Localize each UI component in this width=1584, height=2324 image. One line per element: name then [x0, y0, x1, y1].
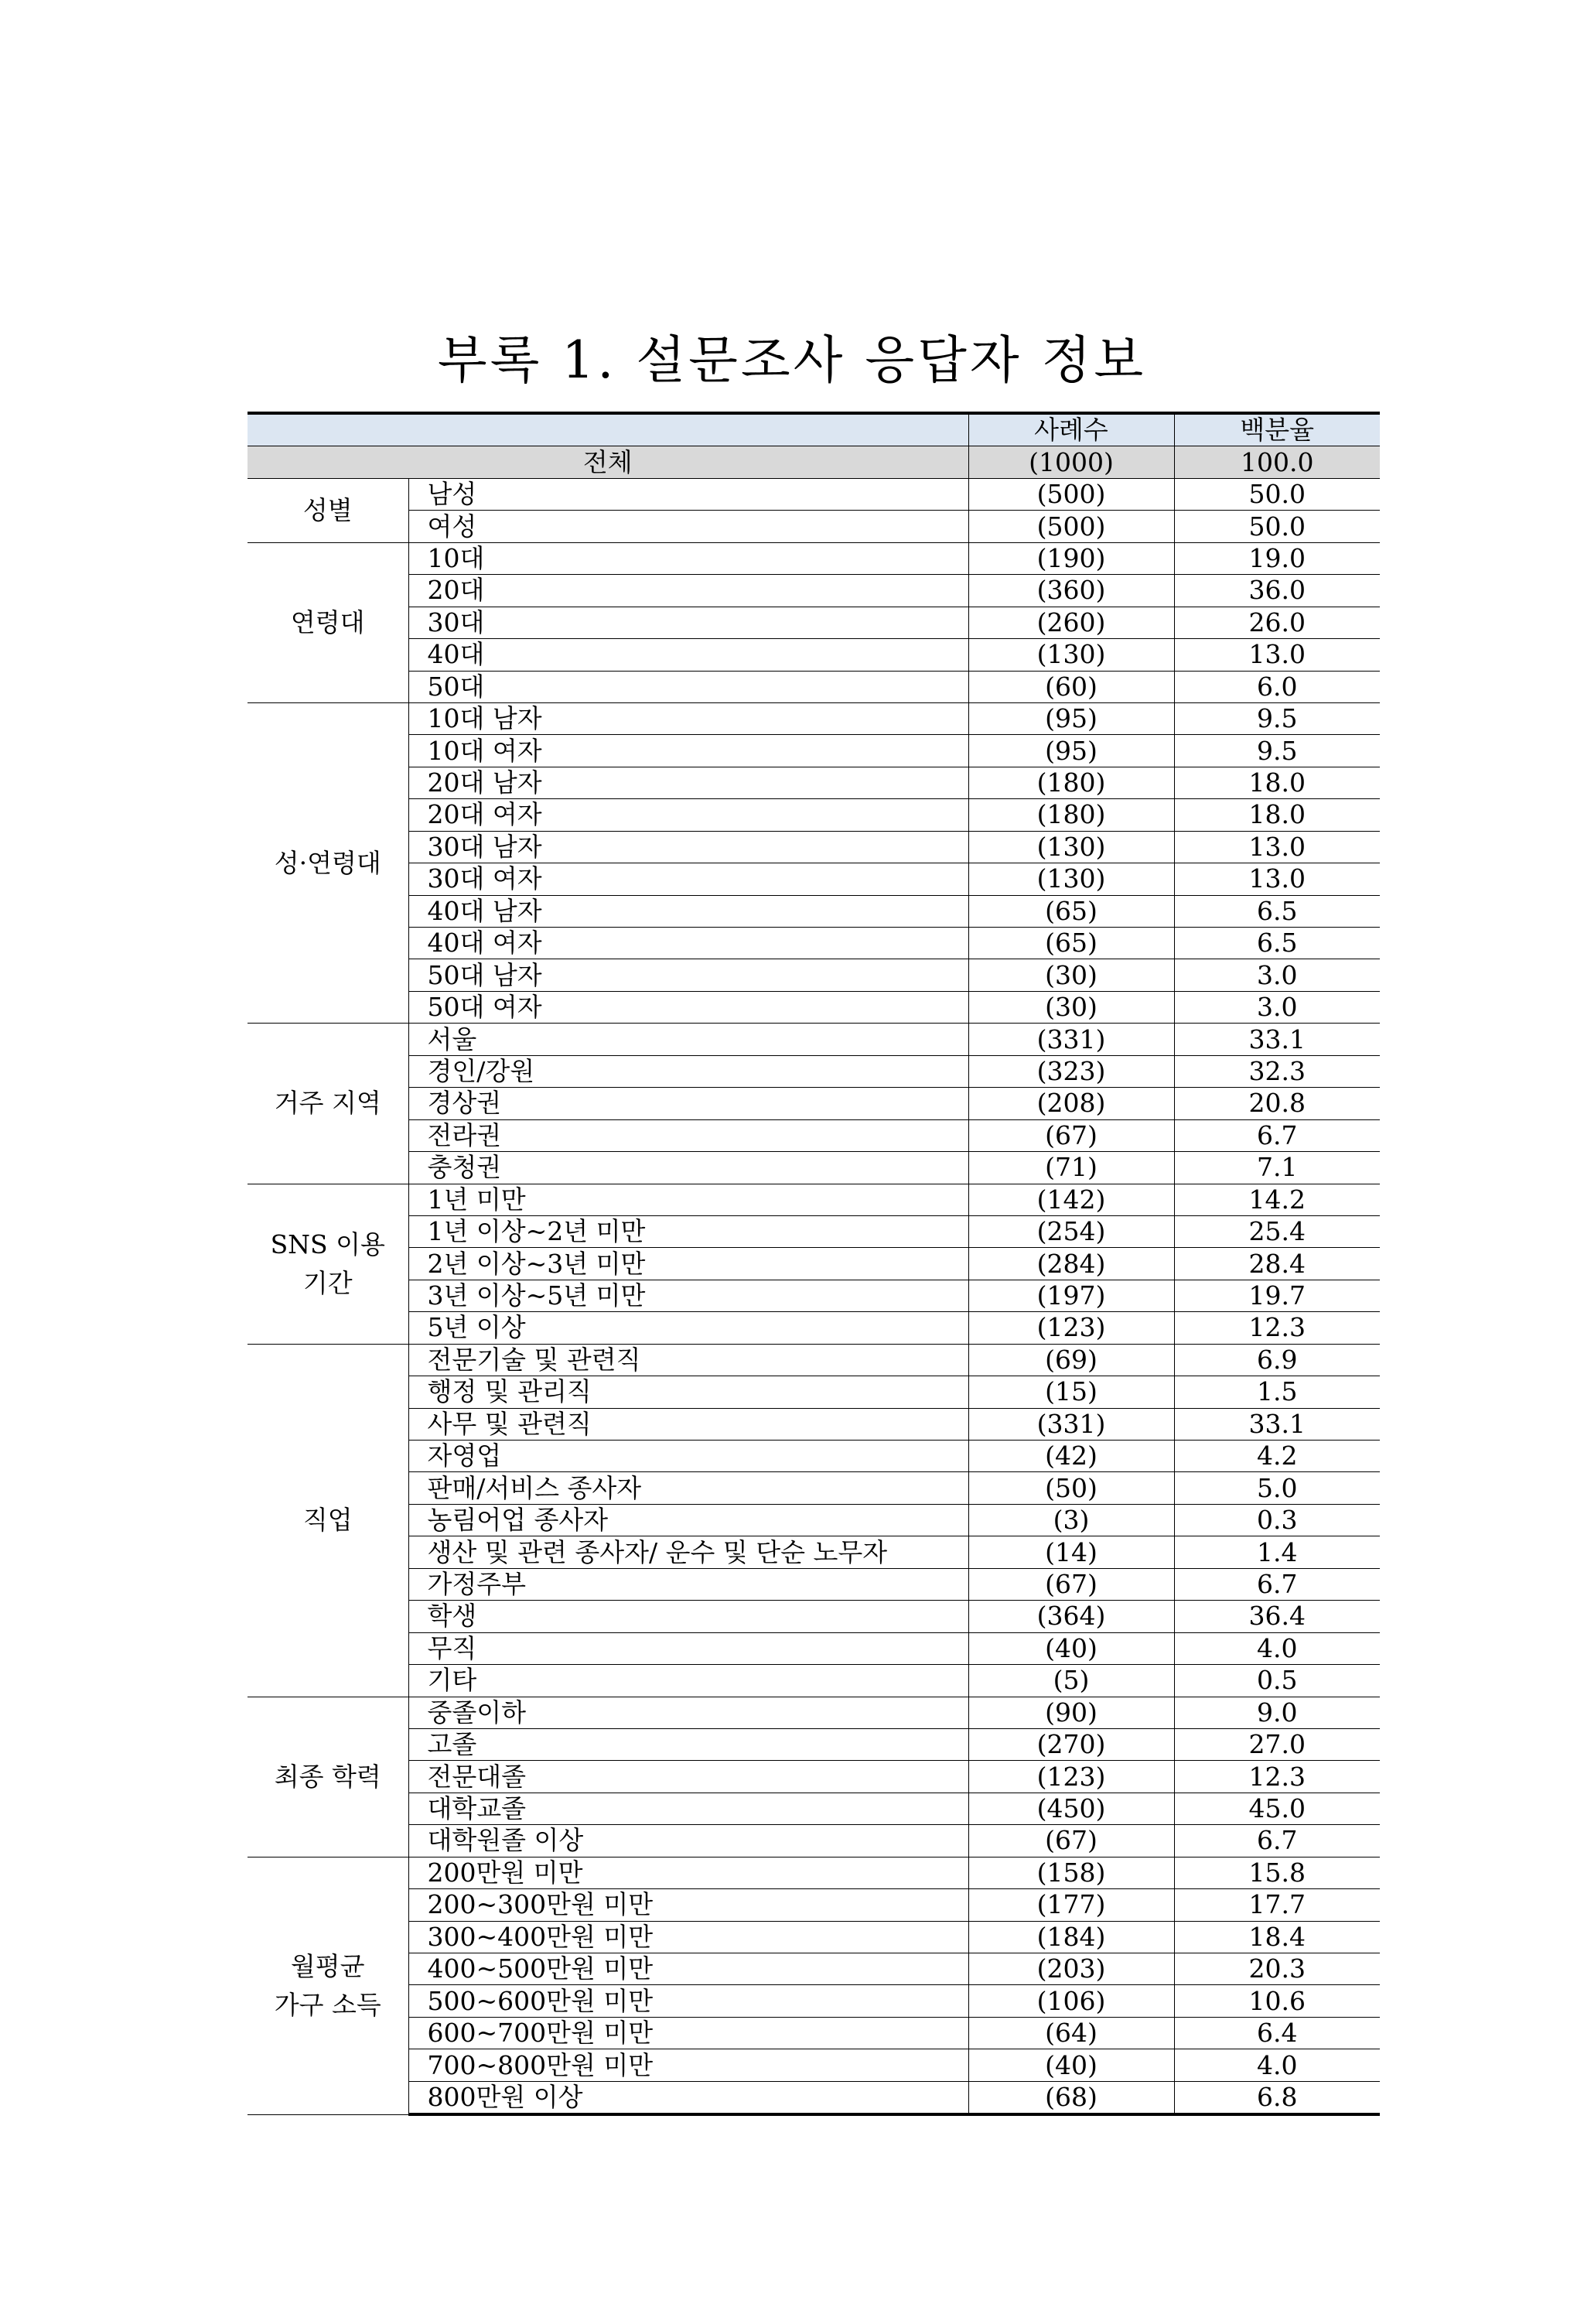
row-label: 판매/서비스 종사자 [408, 1472, 968, 1504]
row-percent: 6.7 [1174, 1568, 1380, 1600]
row-count: (323) [968, 1055, 1174, 1087]
row-percent: 19.0 [1174, 542, 1380, 574]
row-percent: 3.0 [1174, 959, 1380, 991]
row-percent: 0.5 [1174, 1665, 1380, 1697]
table-row [248, 1985, 1380, 2017]
row-percent: 12.3 [1174, 1312, 1380, 1344]
table-row [248, 799, 1380, 831]
row-percent: 13.0 [1174, 831, 1380, 863]
row-label: 50대 여자 [408, 991, 968, 1023]
row-count: (67) [968, 1568, 1174, 1600]
row-count: (95) [968, 702, 1174, 734]
total-row [248, 446, 1380, 478]
row-percent: 6.5 [1174, 895, 1380, 927]
row-label: 학생 [408, 1601, 968, 1632]
row-label: 10대 남자 [408, 702, 968, 734]
row-percent: 6.9 [1174, 1344, 1380, 1376]
row-label: 400~500만원 미만 [408, 1953, 968, 1985]
row-label: 30대 [408, 607, 968, 638]
row-label: 대학원졸 이상 [408, 1825, 968, 1857]
row-count: (40) [968, 2049, 1174, 2081]
row-label: 20대 [408, 575, 968, 607]
page-title: 부록 1. 설문조사 응답자 정보 [437, 330, 1147, 390]
row-percent: 32.3 [1174, 1055, 1380, 1087]
row-percent: 9.0 [1174, 1697, 1380, 1728]
row-count: (90) [968, 1697, 1174, 1728]
row-label: 대학교졸 [408, 1793, 968, 1824]
row-count: (142) [968, 1184, 1174, 1215]
table-row [248, 1601, 1380, 1632]
row-percent: 18.0 [1174, 799, 1380, 831]
row-percent: 9.5 [1174, 702, 1380, 734]
table-row [248, 1504, 1380, 1536]
row-count: (64) [968, 2017, 1174, 2049]
row-count: (67) [968, 1119, 1174, 1151]
row-percent: 27.0 [1174, 1728, 1380, 1760]
row-count: (3) [968, 1504, 1174, 1536]
row-count: (123) [968, 1312, 1174, 1344]
row-count: (254) [968, 1215, 1174, 1247]
table-row [248, 2049, 1380, 2081]
table-row [248, 1408, 1380, 1440]
table-row [248, 1088, 1380, 1119]
table-row [248, 2081, 1380, 2114]
row-label: 3년 이상~5년 미만 [408, 1280, 968, 1311]
row-percent: 0.3 [1174, 1504, 1380, 1536]
table-row [248, 1761, 1380, 1793]
table-row [248, 735, 1380, 767]
row-count: (197) [968, 1280, 1174, 1311]
table-row [248, 1119, 1380, 1151]
group-label: 성별 [248, 478, 408, 542]
table-row [248, 863, 1380, 895]
row-label: 800만원 이상 [408, 2081, 968, 2114]
total-label: 전체 [248, 446, 968, 478]
row-label: 40대 [408, 639, 968, 671]
row-count: (190) [968, 542, 1174, 574]
row-percent: 6.7 [1174, 1119, 1380, 1151]
table-row [248, 511, 1380, 542]
row-count: (260) [968, 607, 1174, 638]
row-percent: 1.5 [1174, 1376, 1380, 1408]
row-label: 생산 및 관련 종사자/ 운수 및 단순 노무자 [408, 1536, 968, 1568]
table-row [248, 1857, 1380, 1888]
table-row [248, 1632, 1380, 1664]
row-percent: 12.3 [1174, 1761, 1380, 1793]
group-label: 월평균 가구 소득 [248, 1857, 408, 2114]
row-label: 10대 [408, 542, 968, 574]
row-label: 20대 남자 [408, 767, 968, 798]
row-label: 경인/강원 [408, 1055, 968, 1087]
group-label: 최종 학력 [248, 1697, 408, 1857]
table-row [248, 1152, 1380, 1184]
table-row [248, 928, 1380, 959]
total-percent: 100.0 [1174, 446, 1380, 478]
row-count: (270) [968, 1728, 1174, 1760]
row-count: (331) [968, 1024, 1174, 1055]
row-label: 2년 이상~3년 미만 [408, 1248, 968, 1280]
row-percent: 19.7 [1174, 1280, 1380, 1311]
table-row [248, 767, 1380, 798]
row-label: 전문대졸 [408, 1761, 968, 1793]
table-row [248, 959, 1380, 991]
table-row [248, 991, 1380, 1023]
row-label: 50대 [408, 671, 968, 702]
table-row [248, 1376, 1380, 1408]
row-label: 30대 여자 [408, 863, 968, 895]
row-label: 전문기술 및 관련직 [408, 1344, 968, 1376]
row-label: 200만원 미만 [408, 1857, 968, 1888]
row-percent: 18.0 [1174, 767, 1380, 798]
row-percent: 10.6 [1174, 1985, 1380, 2017]
table-row [248, 1536, 1380, 1568]
table-row [248, 575, 1380, 607]
row-label: 농림어업 종사자 [408, 1504, 968, 1536]
row-label: 50대 남자 [408, 959, 968, 991]
header-count: 사례수 [968, 413, 1174, 446]
table-row [248, 2017, 1380, 2049]
table-row [248, 1825, 1380, 1857]
table-row [248, 702, 1380, 734]
row-percent: 6.7 [1174, 1825, 1380, 1857]
table-row [248, 1184, 1380, 1215]
row-label: 고졸 [408, 1728, 968, 1760]
group-label: 거주 지역 [248, 1024, 408, 1184]
row-count: (180) [968, 767, 1174, 798]
row-percent: 5.0 [1174, 1472, 1380, 1504]
group-label: 성·연령대 [248, 702, 408, 1023]
row-label: 자영업 [408, 1441, 968, 1472]
row-label: 기타 [408, 1665, 968, 1697]
row-label: 10대 여자 [408, 735, 968, 767]
row-percent: 6.4 [1174, 2017, 1380, 2049]
table-row [248, 1441, 1380, 1472]
table-row [248, 542, 1380, 574]
row-count: (184) [968, 1921, 1174, 1953]
row-percent: 13.0 [1174, 639, 1380, 671]
row-label: 서울 [408, 1024, 968, 1055]
table-row [248, 1568, 1380, 1600]
row-percent: 1.4 [1174, 1536, 1380, 1568]
row-count: (14) [968, 1536, 1174, 1568]
group-label: 연령대 [248, 542, 408, 702]
row-count: (284) [968, 1248, 1174, 1280]
group-label: 직업 [248, 1344, 408, 1697]
row-percent: 50.0 [1174, 478, 1380, 510]
table-row [248, 1728, 1380, 1760]
table-row [248, 1312, 1380, 1344]
row-percent: 7.1 [1174, 1152, 1380, 1184]
row-label: 300~400만원 미만 [408, 1921, 968, 1953]
row-count: (203) [968, 1953, 1174, 1985]
row-percent: 50.0 [1174, 511, 1380, 542]
table-row [248, 1793, 1380, 1824]
row-label: 40대 남자 [408, 895, 968, 927]
row-count: (60) [968, 671, 1174, 702]
table-body [248, 446, 1380, 2114]
table-row [248, 1215, 1380, 1247]
table-row [248, 1472, 1380, 1504]
row-count: (177) [968, 1889, 1174, 1921]
row-percent: 20.8 [1174, 1088, 1380, 1119]
row-label: 가정주부 [408, 1568, 968, 1600]
row-count: (360) [968, 575, 1174, 607]
table-row [248, 1697, 1380, 1728]
table-row [248, 478, 1380, 510]
row-percent: 6.8 [1174, 2081, 1380, 2114]
row-percent: 33.1 [1174, 1024, 1380, 1055]
table-header-row [248, 413, 1380, 446]
row-percent: 18.4 [1174, 1921, 1380, 1953]
row-label: 충청권 [408, 1152, 968, 1184]
row-count: (67) [968, 1825, 1174, 1857]
row-percent: 4.0 [1174, 1632, 1380, 1664]
row-label: 40대 여자 [408, 928, 968, 959]
table-row [248, 639, 1380, 671]
row-percent: 6.5 [1174, 928, 1380, 959]
row-label: 200~300만원 미만 [408, 1889, 968, 1921]
row-label: 5년 이상 [408, 1312, 968, 1344]
row-label: 여성 [408, 511, 968, 542]
row-count: (500) [968, 478, 1174, 510]
row-count: (450) [968, 1793, 1174, 1824]
table-row [248, 831, 1380, 863]
table-row [248, 671, 1380, 702]
row-count: (30) [968, 959, 1174, 991]
table-row [248, 1889, 1380, 1921]
row-label: 행정 및 관리직 [408, 1376, 968, 1408]
row-percent: 33.1 [1174, 1408, 1380, 1440]
row-label: 사무 및 관련직 [408, 1408, 968, 1440]
row-count: (180) [968, 799, 1174, 831]
row-percent: 4.0 [1174, 2049, 1380, 2081]
table-row [248, 1055, 1380, 1087]
row-percent: 20.3 [1174, 1953, 1380, 1985]
table-row [248, 1665, 1380, 1697]
table-row [248, 1248, 1380, 1280]
respondent-info-table [248, 412, 1380, 2116]
row-percent: 6.0 [1174, 671, 1380, 702]
table-row [248, 1344, 1380, 1376]
row-percent: 26.0 [1174, 607, 1380, 638]
row-label: 전라권 [408, 1119, 968, 1151]
row-label: 30대 남자 [408, 831, 968, 863]
row-percent: 3.0 [1174, 991, 1380, 1023]
row-count: (130) [968, 639, 1174, 671]
table-row [248, 1953, 1380, 1985]
row-count: (68) [968, 2081, 1174, 2114]
row-count: (364) [968, 1601, 1174, 1632]
row-label: 600~700만원 미만 [408, 2017, 968, 2049]
row-percent: 36.4 [1174, 1601, 1380, 1632]
table-row [248, 895, 1380, 927]
row-count: (130) [968, 863, 1174, 895]
row-count: (106) [968, 1985, 1174, 2017]
row-label: 1년 미만 [408, 1184, 968, 1215]
table-row [248, 1024, 1380, 1055]
row-count: (65) [968, 928, 1174, 959]
row-count: (5) [968, 1665, 1174, 1697]
row-count: (69) [968, 1344, 1174, 1376]
row-label: 700~800만원 미만 [408, 2049, 968, 2081]
table-row [248, 1921, 1380, 1953]
row-count: (30) [968, 991, 1174, 1023]
row-label: 중졸이하 [408, 1697, 968, 1728]
row-percent: 9.5 [1174, 735, 1380, 767]
row-count: (208) [968, 1088, 1174, 1119]
row-count: (158) [968, 1857, 1174, 1888]
row-count: (50) [968, 1472, 1174, 1504]
row-percent: 25.4 [1174, 1215, 1380, 1247]
table-row [248, 607, 1380, 638]
row-count: (500) [968, 511, 1174, 542]
header-blank-cell [248, 413, 968, 446]
row-percent: 14.2 [1174, 1184, 1380, 1215]
row-count: (71) [968, 1152, 1174, 1184]
row-percent: 13.0 [1174, 863, 1380, 895]
group-label: SNS 이용 기간 [248, 1184, 408, 1344]
row-label: 500~600만원 미만 [408, 1985, 968, 2017]
row-percent: 36.0 [1174, 575, 1380, 607]
row-label: 남성 [408, 478, 968, 510]
row-label: 무직 [408, 1632, 968, 1664]
row-percent: 4.2 [1174, 1441, 1380, 1472]
row-count: (130) [968, 831, 1174, 863]
row-percent: 17.7 [1174, 1889, 1380, 1921]
row-percent: 15.8 [1174, 1857, 1380, 1888]
header-percent: 백분율 [1174, 413, 1380, 446]
table-row [248, 1280, 1380, 1311]
row-label: 경상권 [408, 1088, 968, 1119]
row-count: (42) [968, 1441, 1174, 1472]
row-label: 20대 여자 [408, 799, 968, 831]
total-count: (1000) [968, 446, 1174, 478]
row-percent: 28.4 [1174, 1248, 1380, 1280]
row-label: 1년 이상~2년 미만 [408, 1215, 968, 1247]
row-count: (65) [968, 895, 1174, 927]
row-count: (123) [968, 1761, 1174, 1793]
row-count: (15) [968, 1376, 1174, 1408]
row-count: (95) [968, 735, 1174, 767]
row-count: (331) [968, 1408, 1174, 1440]
row-percent: 45.0 [1174, 1793, 1380, 1824]
row-count: (40) [968, 1632, 1174, 1664]
